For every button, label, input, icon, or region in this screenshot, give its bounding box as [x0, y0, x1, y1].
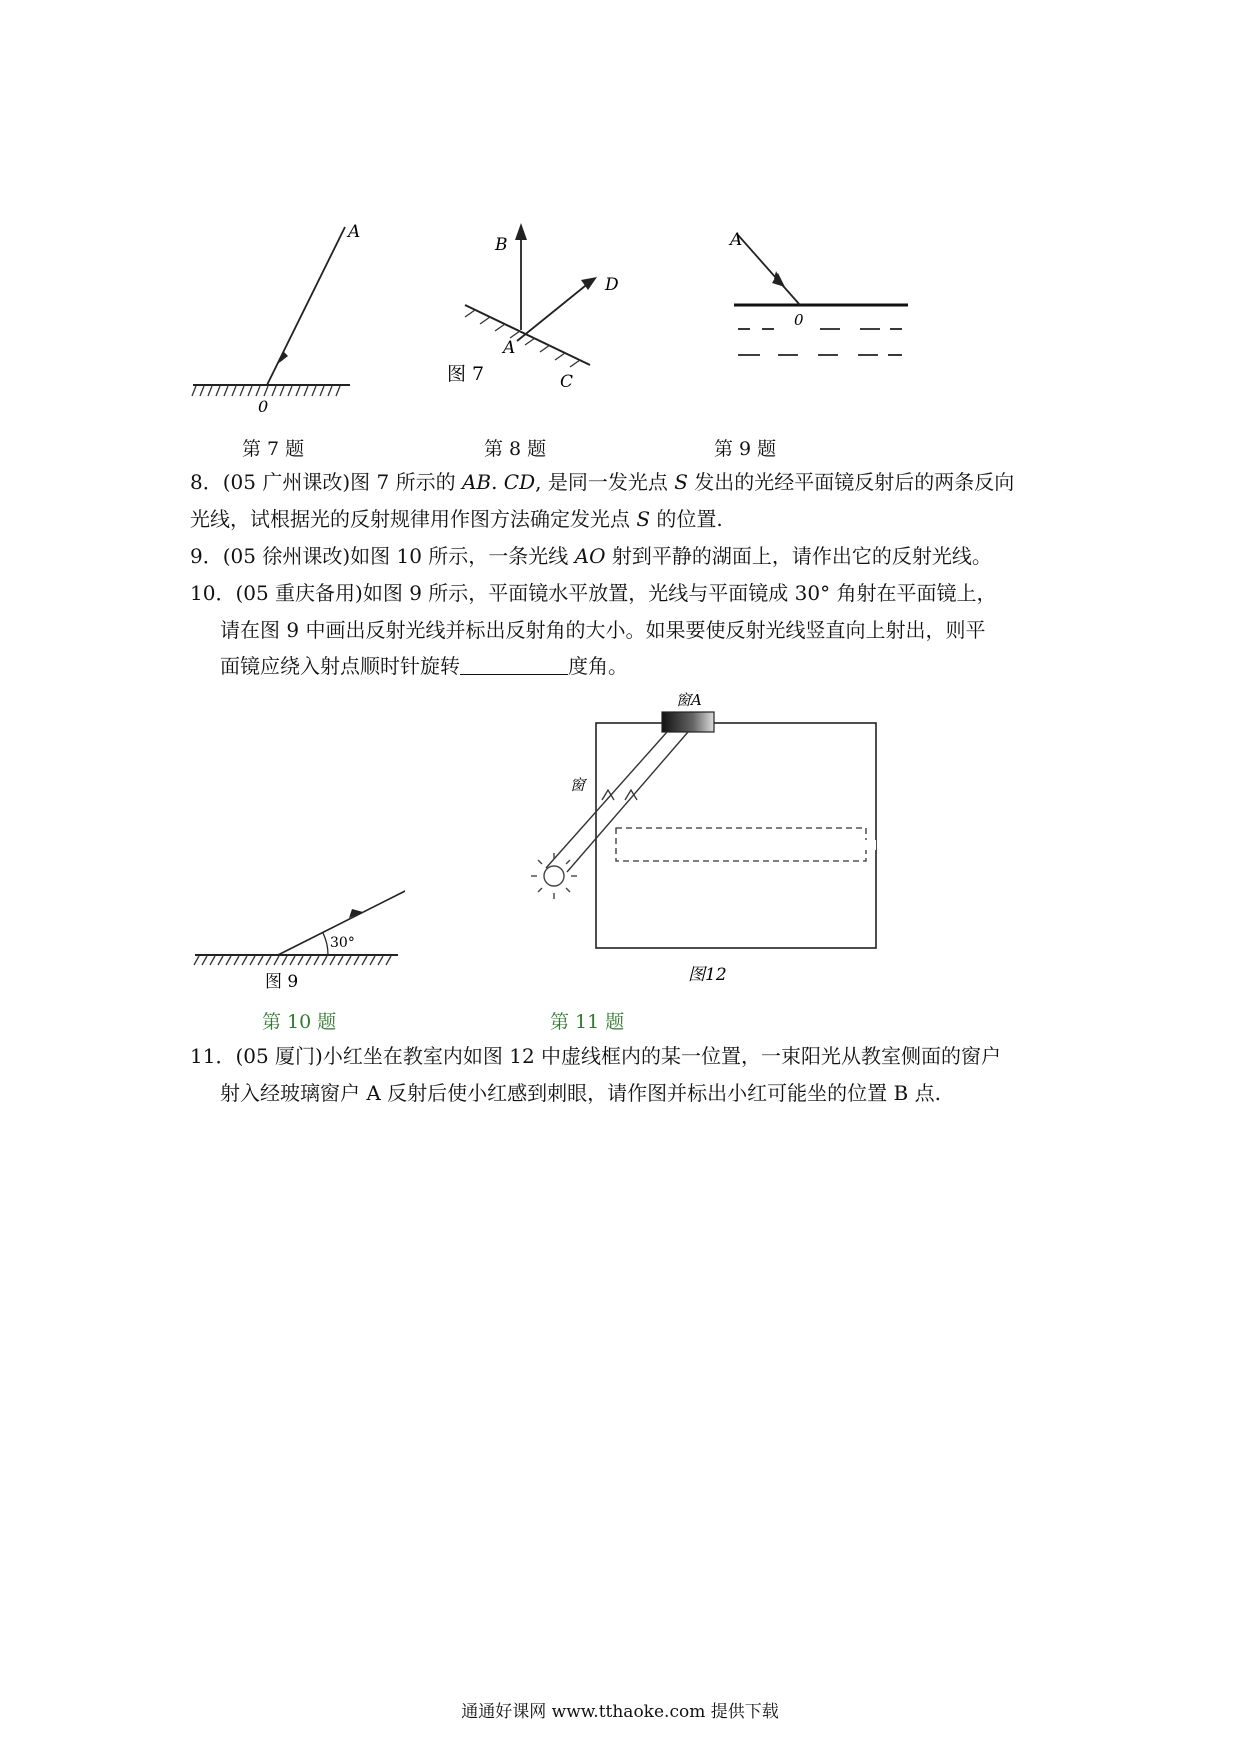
question-8-line-2: 光线，试根据光的反射规律用作图方法确定发光点 S 的位置. — [190, 507, 723, 531]
caption-q11: 第 11 题 — [550, 1011, 625, 1033]
fig11-window-side-label: 窗 — [570, 776, 586, 794]
caption-q7: 第 7 题 — [242, 438, 305, 460]
question-10-line-2: 请在图 9 中画出反射光线并标出反射角的大小。如果要使反射光线竖直向上射出，则平 — [220, 618, 986, 642]
page-footer: 通通好课网 www.tthaoke.com 提供下载 — [461, 1702, 779, 1722]
fig8-label-b: B — [495, 235, 508, 255]
question-11-line-2: 射入经玻璃窗户 A 反射后使小红感到刺眼，请作图并标出小红可能坐的位置 B 点. — [220, 1081, 941, 1105]
fig11-window-top-label: 窗A — [676, 691, 702, 709]
fig9-label-o: 0 — [794, 311, 804, 329]
figure-q11 — [510, 690, 890, 990]
question-11-line-1: 11．(05 厦门)小红坐在教室内如图 12 中虚线框内的某一位置，一束阳光从教室侧面的窗户 — [190, 1044, 1002, 1068]
fig8-label-a: A — [503, 338, 516, 358]
fig10-angle-label: 30° — [330, 935, 355, 951]
fig10-fig-label: 图 9 — [265, 972, 299, 990]
figure-q10 — [190, 875, 405, 990]
answer-blank[interactable] — [460, 656, 568, 675]
fig9-label-a: A — [730, 230, 743, 250]
fig8-label-d: D — [605, 275, 619, 295]
figure-q7 — [190, 215, 370, 430]
fig8-fig-label: 图 7 — [447, 363, 485, 385]
fig11-fig-label: 图12 — [688, 965, 727, 985]
caption-q8: 第 8 题 — [484, 438, 547, 460]
question-9: 9．(05 徐州课改)如图 10 所示，一条光线 AO 射到平静的湖面上，请作出它的反射光线。 — [190, 544, 992, 568]
fig8-label-c: C — [560, 372, 574, 392]
question-10-line-1: 10．(05 重庆备用)如图 9 所示，平面镜水平放置，光线与平面镜成 30° 角射在平面镜上， — [190, 581, 997, 605]
question-10-line-3: 面镜应绕入射点顺时针旋转 度角。 — [220, 654, 628, 678]
caption-q10: 第 10 题 — [262, 1011, 337, 1033]
question-8-line-1: 8．(05 广州课改)图 7 所示的 AB. CD, 是同一发光点 S 发出的光经平面镜反射后的两条反向 — [190, 470, 1015, 494]
figure-q9 — [720, 225, 910, 365]
figure-q8 — [435, 220, 685, 395]
fig7-label-a: A — [348, 222, 361, 242]
caption-q9: 第 9 题 — [714, 438, 777, 460]
fig7-label-o: 0 — [258, 397, 269, 416]
